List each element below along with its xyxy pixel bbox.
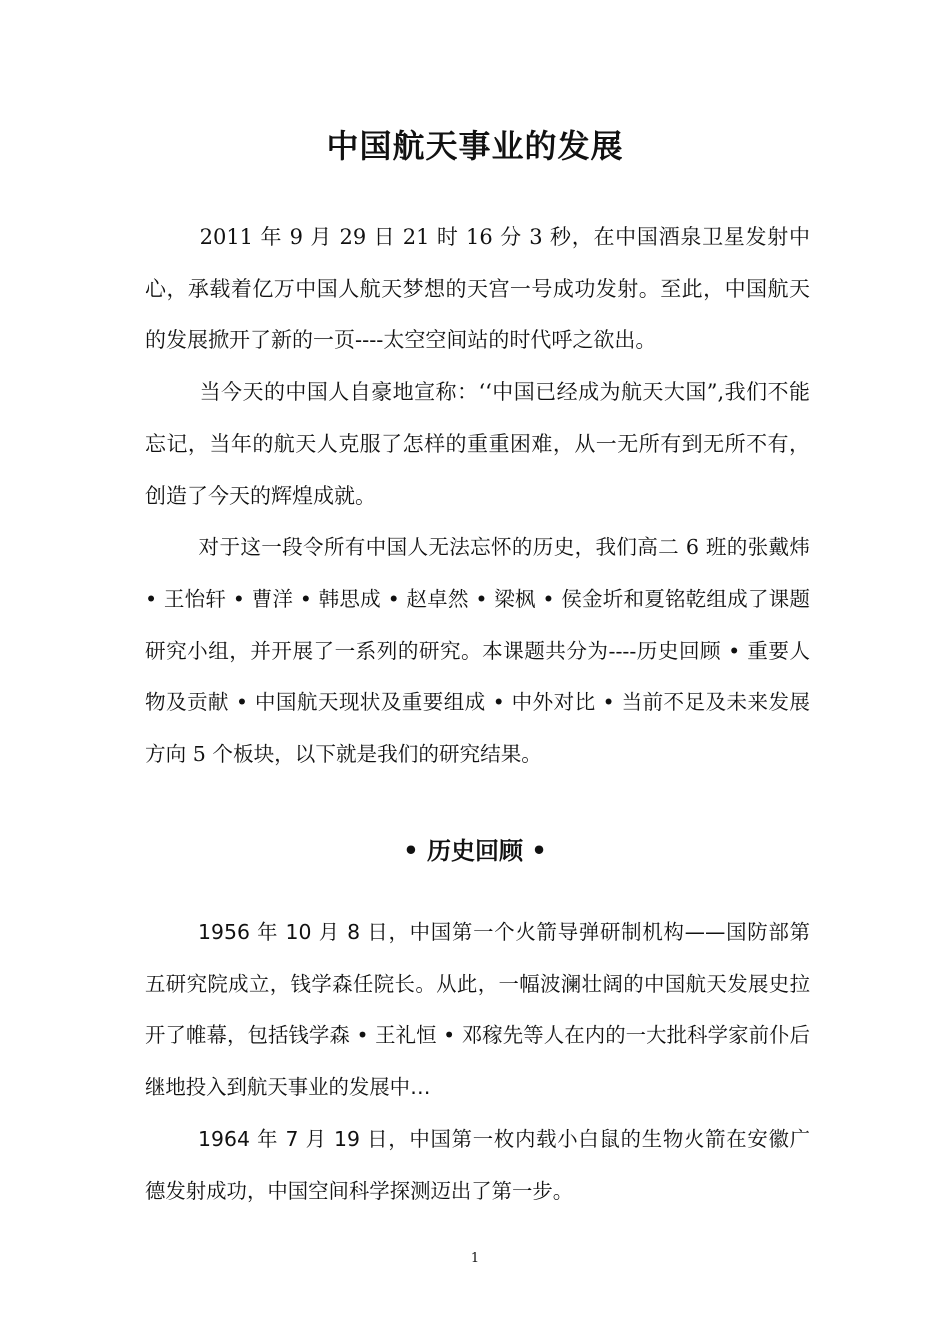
intro-paragraph-research-group: 对于这一段令所有中国人无法忘怀的历史，我们高二 6 班的张戴炜 • 王怡轩 • 曹洋 • 韩思成 • 赵卓然 • 梁枫 • 侯金圻和夏铭乾组成了课题研究小组，并开展了一系列的研究。本课题共分为----历史回顾 • 重要人物及贡献 • 中国航天现状及重要组成 • 中外对比 • 当前不足及未来发展方向 5 个板块，以下就是我们的研究结果。 (145, 535, 810, 767)
history-paragraph-1956: 1956 年 10 月 8 日，中国第一个火箭导弹研制机构——国防部第五研究院成立，钱学森任院长。从此，一幅波澜壮阔的中国航天发展史拉开了帷幕，包括钱学森 • 王礼恒 • 邓稼先等人在内的一大批科学家前仆后继地投入到航天事业的发展中… (145, 920, 810, 1100)
history-section (145, 907, 810, 1217)
history-section-heading: • 历史回顾 • (403, 835, 547, 865)
page-number: 1 (470, 1251, 480, 1266)
intro-section (145, 212, 810, 781)
intro-paragraph-launch: 2011 年 9 月 29 日 21 时 16 分 3 秒，在中国酒泉卫星发射中心，承载着亿万中国人航天梦想的天宫一号成功发射。至此，中国航天的发展掀开了新的一页----太空空间站的时代呼之欲出。 (145, 225, 810, 353)
intro-paragraph-achievements: 当今天的中国人自豪地宣称：‘‘中国已经成为航天大国”,我们不能忘记，当年的航天人克服了怎样的重重困难，从一无所有到无所不有，创造了今天的辉煌成就。 (145, 380, 810, 508)
document-title: 中国航天事业的发展 (326, 127, 624, 166)
history-paragraph-1964: 1964 年 7 月 19 日，中国第一枚内载小白鼠的生物火箭在安徽广德发射成功，中国空间科学探测迈出了第一步。 (145, 1126, 810, 1203)
